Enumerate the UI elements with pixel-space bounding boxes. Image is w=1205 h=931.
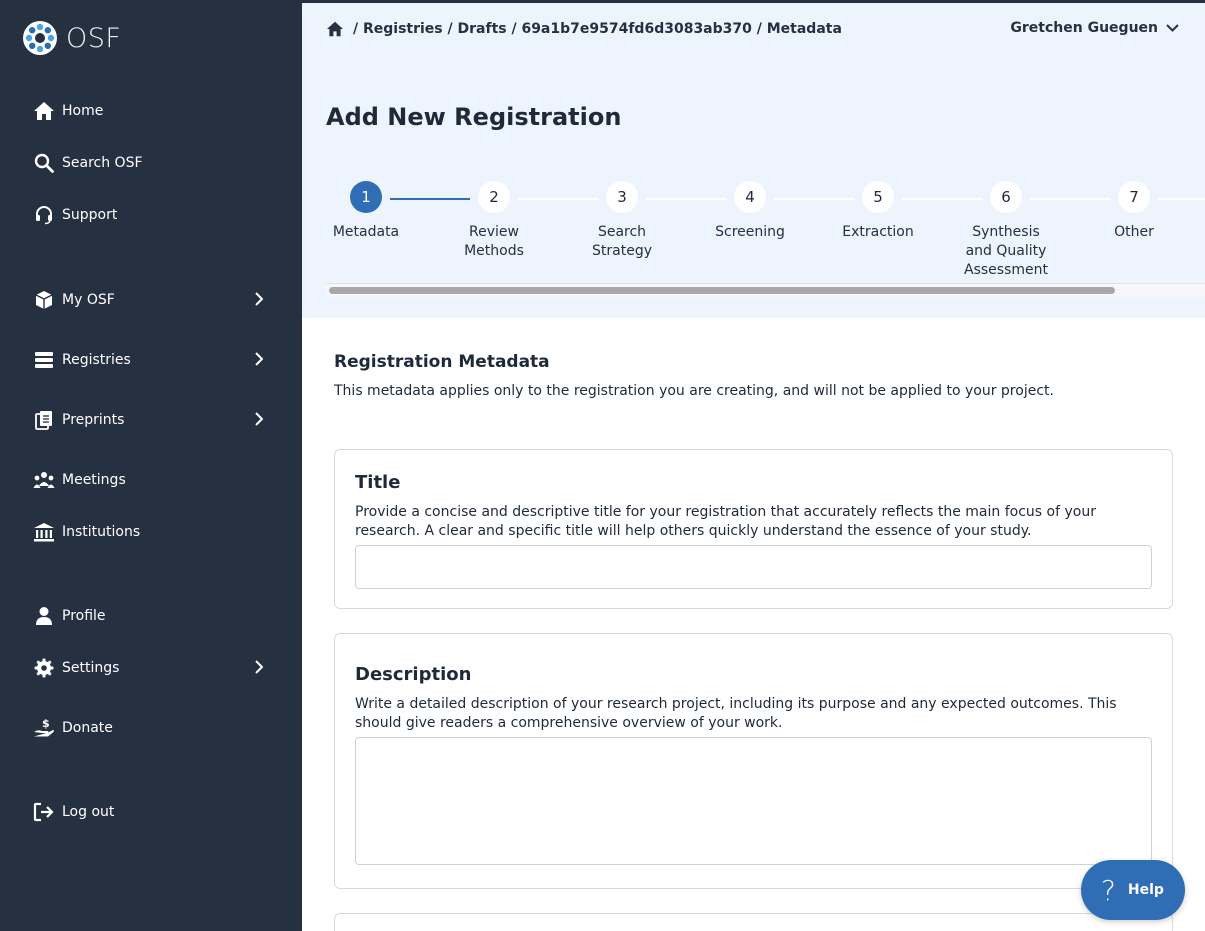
sidebar-item-home[interactable] <box>33 91 273 131</box>
user-icon <box>33 605 55 627</box>
chevron-right-icon <box>255 660 263 674</box>
step-metadata[interactable] <box>316 181 416 242</box>
sidebar-item-label: Profile <box>62 608 106 624</box>
headset-icon <box>33 204 55 226</box>
user-menu[interactable] <box>1010 20 1179 36</box>
step-label: Screening <box>715 224 785 240</box>
sidebar-item-registries[interactable] <box>33 340 273 380</box>
step-label: Metadata <box>332 224 400 240</box>
page-header <box>302 0 1205 318</box>
sidebar <box>0 0 302 931</box>
metadata-section <box>334 352 1173 399</box>
scrollbar-thumb[interactable] <box>329 287 1115 294</box>
step-review-methods[interactable] <box>444 181 544 261</box>
description-heading: Description <box>355 664 472 685</box>
description-text: Write a detailed description of your research project, including its purpose and any expected outcomes. This should give readers a comprehensive overview of your work. <box>355 696 1117 731</box>
step-extraction[interactable] <box>828 181 928 242</box>
sidebar-item-my-osf[interactable] <box>33 280 273 320</box>
step-number: 6 <box>990 181 1022 213</box>
step-label: Synthesis and Quality Assessment <box>964 224 1048 278</box>
sidebar-item-label: Registries <box>62 352 131 368</box>
step-number: 2 <box>478 181 510 213</box>
institution-icon <box>33 521 55 543</box>
osf-logo[interactable] <box>22 20 121 56</box>
logout-icon <box>33 801 55 823</box>
stepper-scrollbar[interactable] <box>326 283 1205 297</box>
description-textarea[interactable] <box>355 737 1152 865</box>
registries-icon <box>33 349 55 371</box>
osf-logo-icon <box>22 20 58 56</box>
sidebar-item-label: Log out <box>62 804 115 820</box>
step-number: 3 <box>606 181 638 213</box>
sidebar-item-label: Preprints <box>62 412 125 428</box>
title-heading: Title <box>355 472 401 493</box>
breadcrumb <box>326 21 842 37</box>
svg-text:$: $ <box>42 717 50 730</box>
title-input[interactable] <box>355 545 1152 589</box>
meetings-icon <box>33 469 55 491</box>
donate-icon <box>33 717 55 739</box>
stepper <box>326 181 1205 283</box>
step-label: Search Strategy <box>592 224 652 259</box>
sidebar-item-label: Institutions <box>62 524 141 540</box>
help-label: Help <box>1127 882 1164 898</box>
step-search-strategy[interactable] <box>572 181 672 261</box>
sidebar-item-logout[interactable] <box>33 792 273 832</box>
sidebar-item-label: Donate <box>62 720 113 736</box>
sidebar-item-institutions[interactable] <box>33 512 273 552</box>
sidebar-item-search[interactable] <box>33 143 273 183</box>
page-title: Add New Registration <box>326 103 622 131</box>
sidebar-item-label: My OSF <box>62 292 115 308</box>
step-screening[interactable] <box>700 181 800 242</box>
step-label: Extraction <box>842 224 914 240</box>
chevron-down-icon <box>1166 24 1179 32</box>
sidebar-item-profile[interactable] <box>33 596 273 636</box>
step-number: 7 <box>1118 181 1150 213</box>
sidebar-item-preprints[interactable] <box>33 400 273 440</box>
sidebar-item-settings[interactable] <box>33 648 273 688</box>
sidebar-item-meetings[interactable] <box>33 460 273 500</box>
section-title: Registration Metadata <box>334 352 550 372</box>
step-label: Other <box>1114 224 1154 240</box>
sidebar-item-label: Settings <box>62 660 120 676</box>
step-number: 1 <box>350 181 382 213</box>
next-card <box>334 913 1173 931</box>
step-number: 5 <box>862 181 894 213</box>
chevron-right-icon <box>255 412 263 426</box>
step-label: Review Methods <box>464 224 524 259</box>
sidebar-item-label: Home <box>62 103 104 119</box>
step-other[interactable] <box>1084 181 1184 242</box>
section-description: This metadata applies only to the registration you are creating, and will not be applied to your project. <box>334 383 1054 399</box>
description-card <box>334 633 1173 889</box>
title-card <box>334 449 1173 609</box>
title-description: Provide a concise and descriptive title for your registration that accurately reflects the main focus of your research. A clear and specific title will help others quickly understand the essence of your study. <box>355 504 1096 539</box>
main-content <box>302 0 1205 931</box>
chevron-right-icon <box>255 292 263 306</box>
sidebar-item-label: Meetings <box>62 472 126 488</box>
home-breadcrumb-icon[interactable] <box>326 21 344 37</box>
gear-icon <box>33 657 55 679</box>
sidebar-item-donate[interactable] <box>33 708 273 748</box>
preprints-icon <box>33 409 55 431</box>
help-button[interactable] <box>1081 860 1185 920</box>
step-synthesis[interactable] <box>956 181 1056 280</box>
cube-icon <box>33 289 55 311</box>
search-icon <box>33 152 55 174</box>
home-icon <box>33 100 55 122</box>
chevron-right-icon <box>255 352 263 366</box>
sidebar-item-label: Search OSF <box>62 155 143 171</box>
user-name: Gretchen Gueguen <box>1010 20 1158 36</box>
breadcrumb-path[interactable]: / Registries / Drafts / 69a1b7e9574fd6d3083ab370 / Metadata <box>353 21 842 37</box>
sidebar-item-label: Support <box>62 207 118 223</box>
help-question-icon: ? <box>1101 873 1116 907</box>
logo-text: OSF <box>66 22 122 54</box>
step-number: 4 <box>734 181 766 213</box>
sidebar-item-support[interactable] <box>33 195 273 235</box>
